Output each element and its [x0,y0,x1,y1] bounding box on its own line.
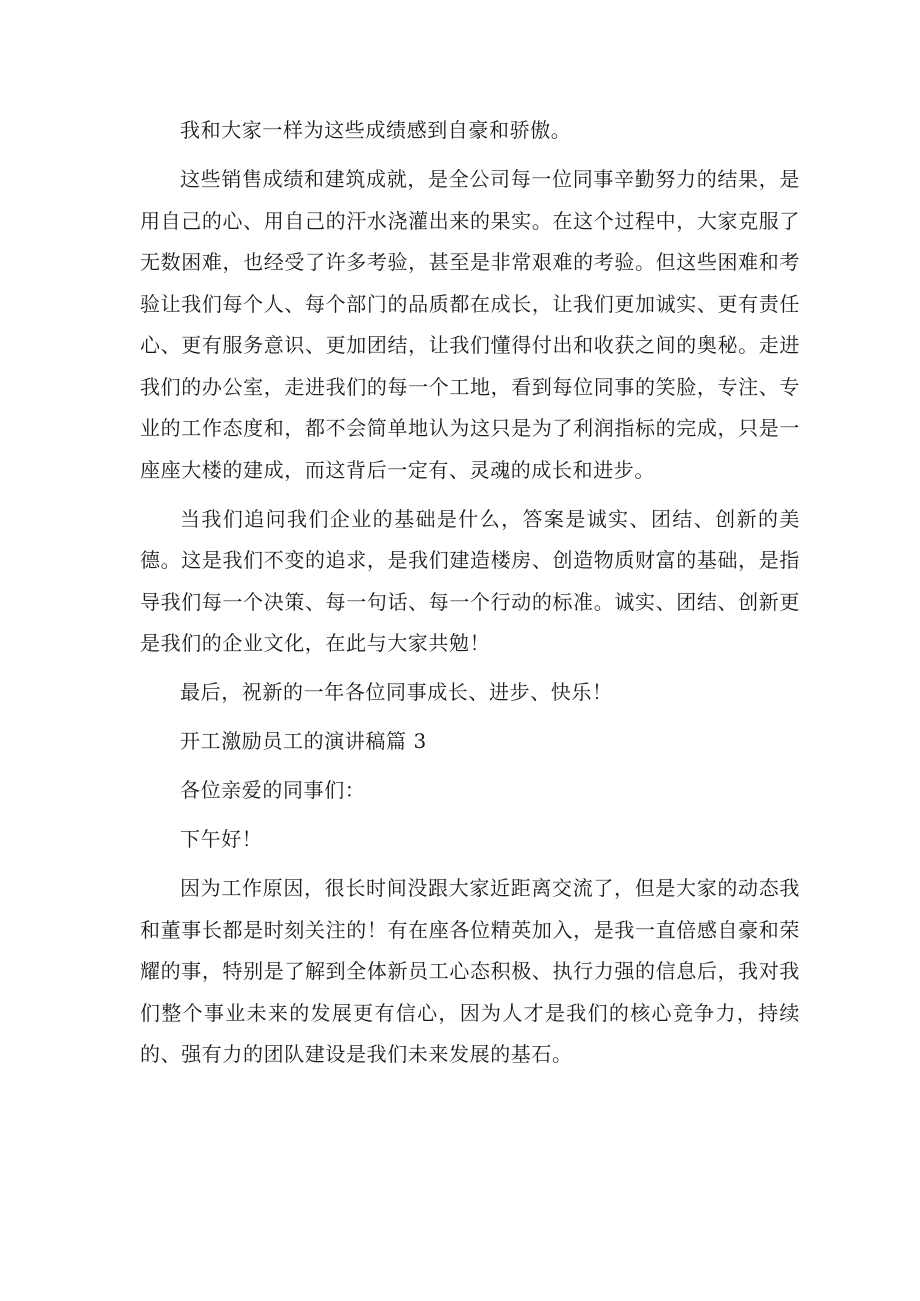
paragraph-achievements: 这些销售成绩和建筑成就，是全公司每一位同事辛勤努力的结果，是用自己的心、用自己的汗水浇灌出来的果实。在这个过程中，大家克服了无数困难，也经受了许多考验，甚至是非常艰难的考验。但这些困难和考验让我们每个人、每个部门的品质都在成长，让我们更加诚实、更有责任心、更有服务意识、更加团结，让我们懂得付出和收获之间的奥秘。走进我们的办公室，走进我们的每一个工地，看到每位同事的笑脸，专注、专业的工作态度和，都不会简单地认为这只是为了利润指标的完成，只是一座座大楼的建成，而这背后一定有、灵魂的成长和进步。 [140,167,800,482]
section-heading: 开工激励员工的演讲稿篇 3 [180,729,427,753]
paragraph-pride: 我和大家一样为这些成绩感到自豪和骄傲。 [180,118,572,142]
document-body [140,110,800,1083]
paragraph-greeting: 下午好！ [180,827,263,851]
paragraph-closing-wish: 最后，祝新的一年各位同事成长、进步、快乐！ [180,680,613,704]
paragraph-foundation: 当我们追问我们企业的基础是什么，答案是诚实、团结、创新的美德。这是我们不变的追求，是我们建造楼房、创造物质财富的基础，是指导我们每一个决策、每一句话、每一个行动的标准。诚实、团结、创新更是我们的企业文化，在此与大家共勉！ [140,506,800,655]
paragraph-salutation: 各位亲爱的同事们： [180,778,366,802]
paragraph-speech-body: 因为工作原因，很长时间没跟大家近距离交流了，但是大家的动态我和董事长都是时刻关注的！有在座各位精英加入，是我一直倍感自豪和荣耀的事，特别是了解到全体新员工心态积极、执行力强的信息后，我对我们整个事业未来的发展更有信心，因为人才是我们的核心竞争力，持续的、强有力的团队建设是我们未来发展的基石。 [140,876,800,1066]
